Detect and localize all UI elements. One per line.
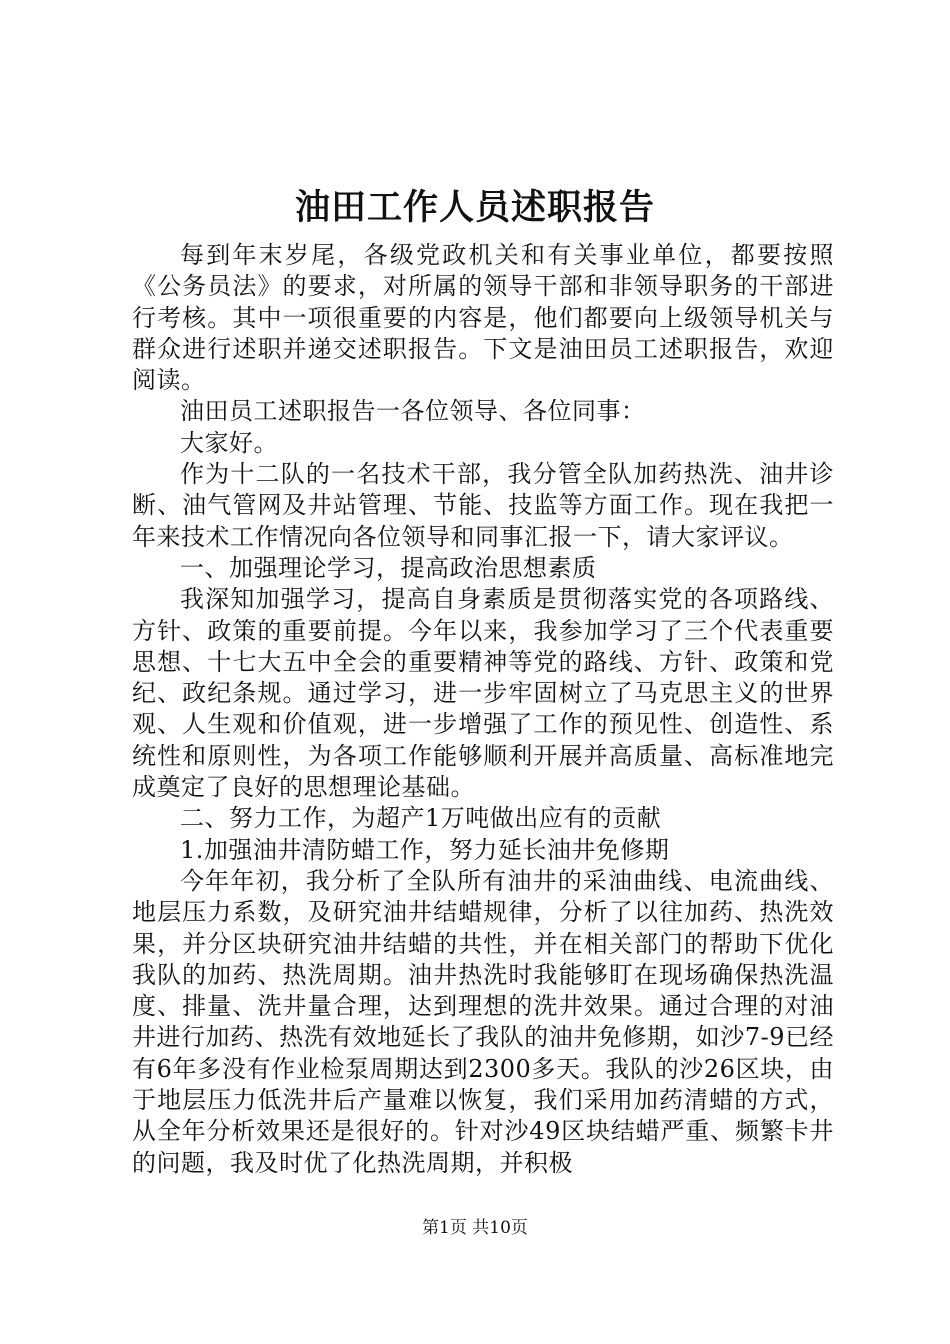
document-title: 油田工作人员述职报告 [294, 187, 655, 228]
paragraph-greeting: 大家好。 [180, 428, 278, 457]
subsection-heading-1: 1.加强油井清防蜡工作，努力延长油井免修期 [180, 835, 670, 864]
paragraph-salutation: 油田员工述职报告一各位领导、各位同事： [180, 397, 646, 426]
paragraph-role: 作为十二队的一名技术干部，我分管全队加药热洗、油井诊断、油气管网及井站管理、节能、技监等方面工作。现在我把一年来技术工作情况向各位领导和同事汇报一下，请大家评议。 [132, 460, 834, 551]
document-body [132, 240, 834, 1179]
paragraph-wax-work: 今年年初，我分析了全队所有油井的采油曲线、电流曲线、地层压力系数，及研究油井结蜡规律，分析了以往加药、热洗效果，并分区块研究油井结蜡的共性，并在相关部门的帮助下优化我队的加药、热洗周期。油井热洗时我能够盯在现场确保热洗温度、排量、洗井量合理，达到理想的洗井效果。通过合理的对油井进行加药、热洗有效地延长了我队的油井免修期，如沙7-9已经有6年多没有作业检泵周期达到2300多天。我队的沙26区块，由于地层压力低洗井后产量难以恢复，我们采用加药清蜡的方式，从全年分析效果还是很好的。针对沙49区块结蜡严重、频繁卡井的问题，我及时优了化热洗周期，并积极 [132, 866, 834, 1177]
section-heading-2: 二、努力工作，为超产1万吨做出应有的贡献 [180, 804, 662, 833]
page-footer: 第1页 共10页 [422, 1218, 528, 1238]
section-heading-1: 一、加强理论学习，提高政治思想素质 [180, 553, 597, 582]
paragraph-intro: 每到年末岁尾，各级党政机关和有关事业单位，都要按照《公务员法》的要求，对所属的领导干部和非领导职务的干部进行考核。其中一项很重要的内容是，他们都要向上级领导机关与群众进行述职并递交述职报告。下文是油田员工述职报告，欢迎阅读。 [132, 241, 834, 395]
paragraph-study: 我深知加强学习，提高自身素质是贯彻落实党的各项路线、方针、政策的重要前提。今年以来，我参加学习了三个代表重要思想、十七大五中全会的重要精神等党的路线、方针、政策和党纪、政纪条规。通过学习，进一步牢固树立了马克思主义的世界观、人生观和价值观，进一步增强了工作的预见性、创造性、系统性和原则性，为各项工作能够顺利开展并高质量、高标准地完成奠定了良好的思想理论基础。 [132, 585, 834, 802]
